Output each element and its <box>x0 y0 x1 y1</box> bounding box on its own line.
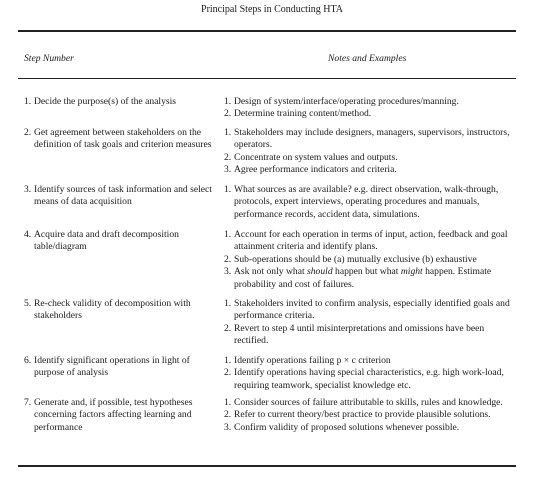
note-text: Design of system/interface/operating procedures/manning. <box>234 96 459 107</box>
notes-cell <box>224 96 516 121</box>
header-notes-examples: Notes and Examples <box>328 53 407 64</box>
notes-cell <box>224 229 516 291</box>
step-text: Identify significant operations in light of purpose of analysis <box>34 355 190 379</box>
note-text-part: Ask not only what <box>234 266 308 278</box>
list-item <box>224 96 516 108</box>
list-item <box>224 164 516 176</box>
notes-cell <box>224 127 516 177</box>
top-rule <box>18 30 516 32</box>
list-item <box>224 298 516 323</box>
note-text: Determine training content/method. <box>234 108 372 120</box>
step-text: Re-check validity of decomposition with stakeholders <box>34 298 191 322</box>
list-item <box>224 152 516 164</box>
note-text: What sources as are available? e.g. direct observation, walk-through, protocols, expert interviews, operating procedures and manuals, performance records, accident data, simulations. <box>234 184 499 220</box>
list-item <box>224 367 516 392</box>
header-rule <box>18 78 516 79</box>
list-item <box>224 108 516 120</box>
list-item <box>224 409 516 421</box>
note-number: 3. <box>224 266 232 278</box>
note-text: Agree performance indicators and criteria. <box>234 164 397 176</box>
note-number: 1. <box>224 184 232 195</box>
step-cell <box>24 96 220 108</box>
step-cell <box>24 127 220 152</box>
step-cell <box>24 397 220 434</box>
step-cell <box>24 298 220 323</box>
note-text: Refer to current theory/best practice to provide plausible solutions. <box>234 409 491 421</box>
note-text: Concentrate on system values and outputs. <box>234 151 398 163</box>
note-number: 2. <box>224 253 232 265</box>
note-number: 1. <box>224 96 232 107</box>
list-item <box>224 229 516 254</box>
step-text: Get agreement between stakeholders on the definition of task goals and criterion measures <box>34 127 212 151</box>
header-step-number: Step Number <box>24 53 74 64</box>
note-number: 2. <box>224 409 232 421</box>
note-text: Stakeholders may include designers, managers, supervisors, instructors, operators. <box>234 127 510 151</box>
note-number: 1. <box>224 229 232 240</box>
notes-cell <box>224 298 516 348</box>
notes-cell <box>224 397 516 434</box>
step-number: 2. <box>24 127 32 138</box>
note-text-part: happen but what <box>332 266 401 278</box>
note-number: 2. <box>224 367 232 379</box>
note-text: Sub-operations should be (a) mutually exclusive (b) exhaustive <box>234 253 477 265</box>
note-number: 1. <box>224 298 232 309</box>
note-text: Identify operations failing p × c criterion <box>234 355 391 366</box>
notes-cell <box>224 355 516 392</box>
step-text: Acquire data and draft decomposition table/diagram <box>34 229 179 253</box>
note-emphasis-might: might <box>400 266 423 278</box>
step-number: 6. <box>24 355 32 366</box>
note-number: 1. <box>224 355 232 366</box>
note-number: 2. <box>224 322 232 334</box>
step-text: Decide the purpose(s) of the analysis <box>34 96 176 107</box>
step-text: Generate and, if possible, test hypotheses concerning factors affecting learning and performance <box>34 397 193 433</box>
step-cell <box>24 184 220 209</box>
note-number: 3. <box>224 164 232 176</box>
note-text: Consider sources of failure attributable to skills, rules and knowledge. <box>234 397 503 408</box>
step-text: Identify sources of task information and select means of data acquisition <box>34 184 212 208</box>
list-item <box>224 184 516 221</box>
list-item <box>224 355 516 367</box>
list-item <box>224 422 516 434</box>
list-item <box>224 323 516 348</box>
step-cell <box>24 229 220 254</box>
note-number: 3. <box>224 421 232 433</box>
note-number: 2. <box>224 108 232 120</box>
step-number: 1. <box>24 96 32 107</box>
note-text: Confirm validity of proposed solutions whenever possible. <box>234 421 460 433</box>
table-caption: Principal Steps in Conducting HTA <box>201 4 343 15</box>
note-text: Account for each operation in terms of input, action, feedback and goal attainment criteria and identify plans. <box>234 229 508 253</box>
step-number: 7. <box>24 397 32 408</box>
bottom-rule <box>18 465 516 467</box>
step-cell <box>24 355 220 380</box>
step-number: 5. <box>24 298 32 309</box>
note-text: Revert to step 4 until misinterpretations and omissions have been rectified. <box>234 322 485 347</box>
note-number: 1. <box>224 127 232 138</box>
note-text <box>224 266 516 291</box>
list-item <box>224 254 516 266</box>
note-number: 1. <box>224 397 232 408</box>
notes-cell <box>224 184 516 221</box>
step-number: 3. <box>24 184 32 195</box>
step-number: 4. <box>24 229 32 240</box>
list-item <box>224 266 516 291</box>
list-item <box>224 397 516 409</box>
note-emphasis-should: should <box>307 266 333 278</box>
note-text-part: happen. Estimate probability and cost of failures. <box>234 266 492 290</box>
note-number: 2. <box>224 151 232 163</box>
note-text: Identify operations having special characteristics, e.g. high work-load, requiring teamwork, specialist knowledge etc. <box>234 367 504 391</box>
note-text: Stakeholders invited to confirm analysis, especially identified goals and performance criteria. <box>234 298 510 322</box>
list-item <box>224 127 516 152</box>
